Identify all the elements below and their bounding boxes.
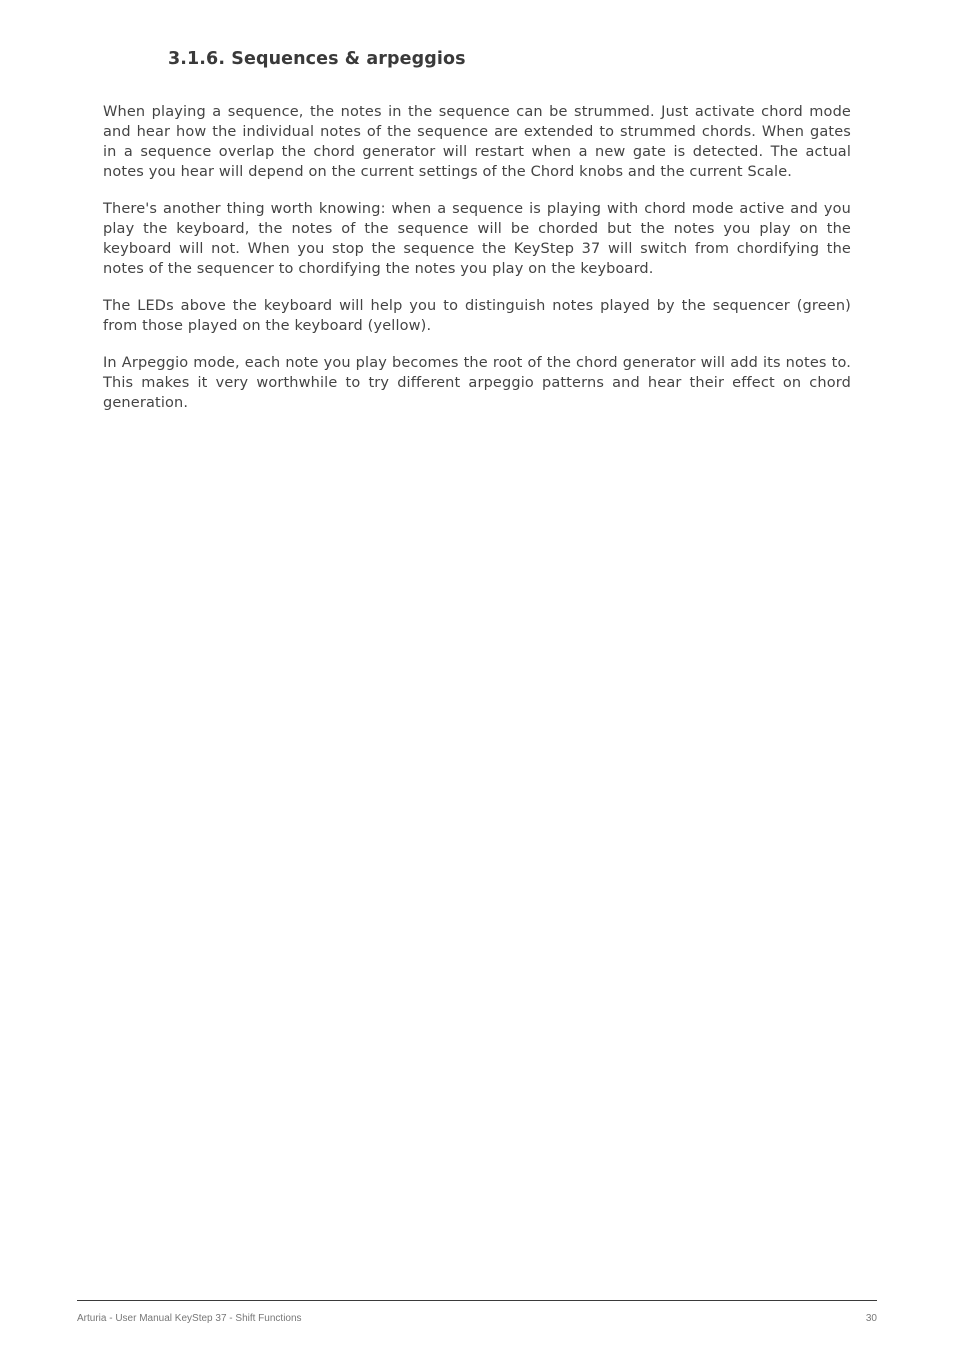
footer-title: Arturia - User Manual KeyStep 37 - Shift Functions — [77, 1313, 302, 1324]
section-heading: 3.1.6. Sequences & arpeggios — [168, 49, 466, 69]
paragraph-chord-mode-keyboard: There's another thing worth knowing: when a sequence is playing with chord mode active and you play the keyboard, the notes of the sequence will be chorded but the notes you play on the keyboard will not. When you stop the sequence the KeyStep 37 will switch from chordifying the notes of the sequencer to chordifying the notes you play on the keyboard. — [103, 201, 851, 277]
body-text — [103, 102, 851, 430]
paragraph-arpeggio-mode: In Arpeggio mode, each note you play becomes the root of the chord generator will add its notes to. This makes it very worthwhile to try different arpeggio patterns and hear their effect on chord generation. — [103, 355, 851, 411]
paragraph-strummed-sequence: When playing a sequence, the notes in the sequence can be strummed. Just activate chord mode and hear how the individual notes of the sequence are extended to strummed chords. When gates in a sequence overlap the chord generator will restart when a new gate is detected. The actual notes you hear will depend on the current settings of the Chord knobs and the current Scale. — [103, 104, 851, 180]
page-number: 30 — [865, 1313, 877, 1324]
footer-divider — [77, 1300, 877, 1301]
paragraph-leds: The LEDs above the keyboard will help you to distinguish notes played by the sequencer (green) from those played on the keyboard (yellow). — [103, 298, 851, 334]
